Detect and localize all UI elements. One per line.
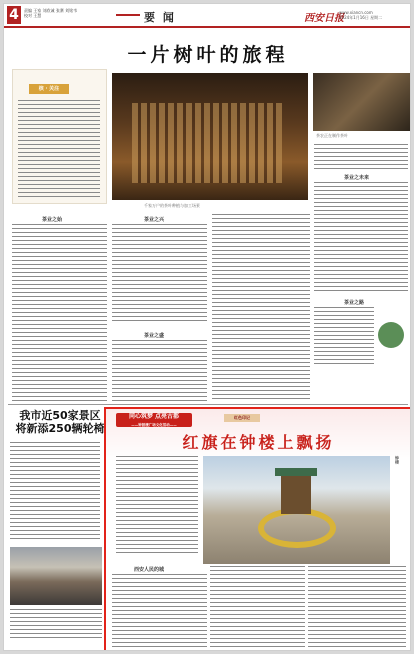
headline-line-1: 我市近50家景区	[19, 409, 101, 422]
side-tag: 红色印记	[224, 414, 260, 422]
newspaper-page	[3, 3, 411, 651]
red-column-1	[112, 574, 207, 649]
feature-title: 一片树叶的旅程	[127, 44, 289, 66]
red-column-2	[210, 566, 305, 649]
lower-left-text	[10, 442, 100, 542]
column-1-text	[12, 224, 107, 402]
red-feature-title: 红旗在钟楼上飘扬	[182, 433, 335, 452]
bell-tower-shape	[281, 474, 311, 514]
red-intro-text	[116, 456, 198, 554]
meeting-photo	[10, 547, 102, 605]
editor-credits	[24, 8, 94, 18]
site-url: www.xiancn.com	[339, 10, 373, 15]
page-header	[4, 4, 411, 28]
subhead-1: 茶业之始	[42, 217, 63, 223]
column-4-text	[314, 182, 408, 294]
lower-left-headline	[10, 409, 110, 435]
shelf-shapes	[132, 103, 282, 183]
roundabout-shape	[258, 508, 336, 548]
vertical-caption: 钟楼	[395, 456, 400, 464]
section-name: 要 闻	[144, 11, 176, 24]
column-2-text	[112, 224, 207, 324]
red-column-3	[308, 566, 406, 649]
section-tag: 核 · 关注	[29, 84, 69, 94]
tea-maker-photo	[313, 73, 411, 131]
column-2b-text	[112, 340, 207, 402]
subhead-3: 茶业之盛	[144, 333, 165, 339]
date-block	[339, 10, 409, 20]
photo-caption-text	[10, 609, 102, 639]
banner-badge	[116, 413, 192, 427]
proof-line: 校对 王慧	[24, 13, 42, 18]
bell-tower-photo	[203, 456, 390, 564]
masthead-logo: 西安日报	[304, 13, 344, 24]
issue-date: 2024年1月16日 星期二	[339, 15, 383, 20]
banner-text: 同心筑梦 点亮古都	[128, 413, 180, 420]
column-4a-text	[314, 144, 408, 172]
column-3-text	[212, 214, 310, 402]
subhead-4: 茶业之未来	[344, 175, 370, 181]
divider	[8, 404, 408, 405]
photo-caption: 千家万户的茶叶种植与加工场景	[144, 203, 200, 208]
page-number: 4	[7, 6, 21, 24]
headline-line-2: 将新添250辆轮椅	[15, 422, 105, 435]
banner-subtext: ——钟鼓楼广场文化活动——	[131, 423, 177, 427]
seal-decoration	[378, 322, 404, 348]
red-subhead: 西安人民的城	[134, 567, 165, 573]
tea-archive-photo	[112, 73, 308, 200]
column-4b-text	[314, 307, 374, 367]
subhead-2: 茶业之兴	[144, 217, 165, 223]
editor-line: 责编 王家 刘欣诚 张赛 刘铭韦	[24, 8, 78, 13]
subhead-5: 茶业之路	[344, 300, 365, 306]
photo-caption-right: 茶农正在制作茶叶	[316, 133, 348, 138]
intro-text	[18, 100, 100, 198]
section-rule	[116, 14, 140, 16]
